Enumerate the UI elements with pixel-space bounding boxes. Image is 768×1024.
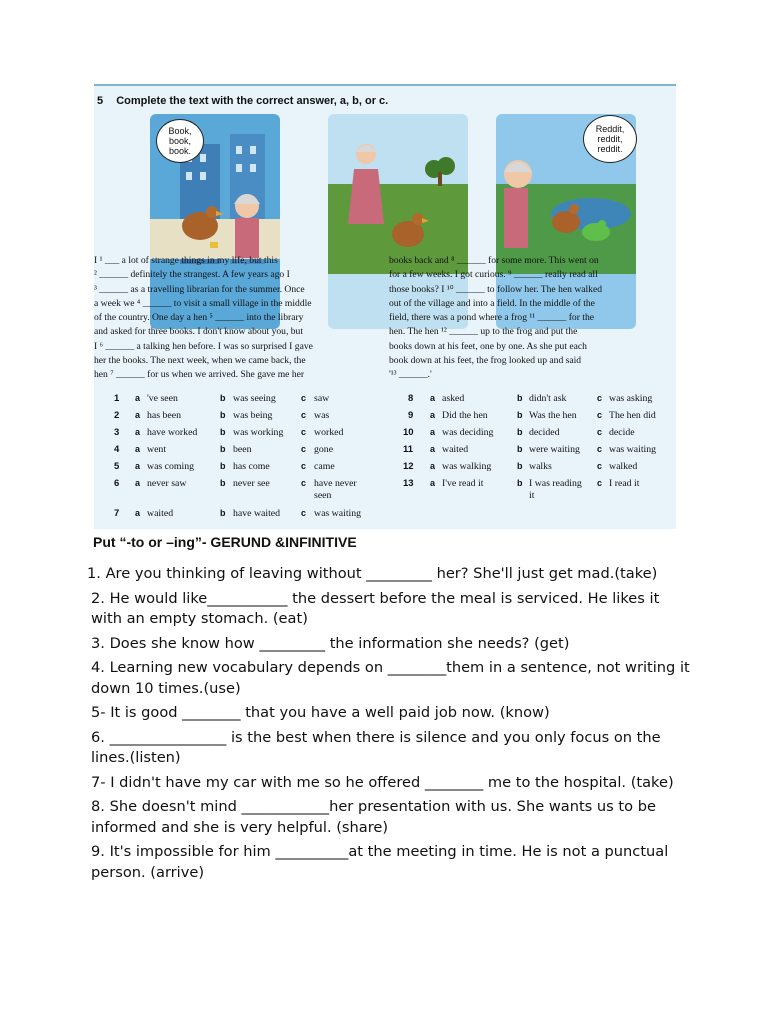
story-line: of the country. One day a hen ⁵ ______ into the library — [94, 312, 304, 324]
option-letter: a — [135, 461, 141, 471]
story-text-left — [94, 254, 374, 383]
option-b: never see — [233, 478, 270, 489]
option-a: has been — [147, 410, 182, 421]
story-line: book down at his feet, the frog looked up and said — [389, 355, 582, 367]
option-letter: b — [220, 461, 226, 471]
option-number: 1 — [114, 393, 120, 404]
option-number: 4 — [114, 444, 120, 455]
story-line: I ¹ ___ a lot of strange things in my life, but this — [94, 255, 278, 266]
task-title: Put “-to or –ing”- GERUND &INFINITIVE — [93, 534, 357, 550]
option-number: 8 — [408, 393, 414, 404]
option-row — [94, 393, 384, 410]
option-row — [94, 444, 384, 461]
option-b: decided — [529, 427, 560, 438]
option-a: was deciding — [442, 427, 494, 438]
option-letter: b — [220, 444, 226, 454]
option-c: walked — [609, 461, 638, 472]
option-letter: c — [597, 393, 603, 403]
option-letter: a — [430, 478, 436, 488]
option-letter: a — [135, 427, 141, 437]
option-letter: c — [597, 478, 603, 488]
option-letter: c — [301, 410, 307, 420]
story-text-right — [389, 254, 659, 383]
option-a: was coming — [147, 461, 195, 472]
option-row — [390, 478, 676, 508]
option-letter: b — [220, 508, 226, 518]
option-a: waited — [147, 508, 174, 519]
option-b: been — [233, 444, 252, 455]
option-b: I was reading it — [529, 478, 582, 501]
option-row — [390, 393, 676, 410]
story-line: her the books. The next week, when we came back, the — [94, 355, 306, 367]
option-row — [390, 444, 676, 461]
option-letter: b — [517, 478, 523, 488]
option-letter: b — [220, 410, 226, 420]
story-line: and asked for three books. I don't know about you, but — [94, 326, 304, 338]
task-item: 5- It is good ________ that you have a well paid job now. (know) — [91, 704, 550, 721]
option-letter: b — [220, 427, 226, 437]
option-number: 9 — [408, 410, 414, 421]
option-a: went — [147, 444, 167, 455]
option-letter: b — [517, 393, 523, 403]
option-b: didn't ask — [529, 393, 567, 404]
textbook-exercise-panel — [94, 84, 676, 529]
option-letter: b — [220, 478, 226, 488]
story-line: a week we ⁴ ______ to visit a small village in the middle — [94, 297, 312, 309]
option-number: 5 — [114, 461, 120, 472]
option-c: The hen did — [609, 410, 656, 421]
option-letter: c — [597, 444, 603, 454]
option-c: I read it — [609, 478, 640, 489]
option-c: have never seen — [314, 478, 357, 501]
answer-options-left — [94, 393, 384, 525]
option-b: have waited — [233, 508, 281, 519]
story-line: field, there was a pond where a frog ¹¹ ______ for the — [389, 312, 595, 324]
task-item: 9. It's impossible for him __________at the meeting in time. He is not a punctual person. (arrive) — [91, 843, 669, 881]
option-a: 've seen — [147, 393, 178, 404]
option-letter: a — [135, 410, 141, 420]
task-item: 3. Does she know how _________ the information she needs? (get) — [91, 634, 570, 652]
story-line: books down at his feet, one by one. As she put each — [389, 340, 587, 352]
option-b: has come — [233, 461, 270, 472]
option-b: was seeing — [233, 393, 276, 404]
option-letter: a — [135, 393, 141, 403]
task-item: 4. Learning new vocabulary depends on ________them in a sentence, not writing it down 10 times.(use) — [91, 659, 690, 697]
speech-bubble-book: Book, book, book. — [156, 119, 204, 163]
option-letter: c — [301, 393, 307, 403]
task-item: 2. He would like___________ the dessert before the meal is serviced. He likes it with an empty stomach. (eat) — [91, 589, 660, 627]
option-number: 3 — [114, 427, 120, 438]
option-c: was — [314, 410, 330, 421]
option-c: gone — [314, 444, 334, 455]
task-items — [87, 564, 691, 887]
option-a: I've read it — [442, 478, 484, 489]
option-number: 13 — [403, 478, 414, 489]
story-line: hen ⁷ ______ for us when we arrived. She gave me her — [94, 369, 305, 381]
option-letter: a — [135, 508, 141, 518]
option-a: Did the hen — [442, 410, 488, 421]
option-a: never saw — [147, 478, 187, 489]
option-letter: a — [430, 427, 436, 437]
option-letter: c — [597, 461, 603, 471]
option-row — [390, 410, 676, 427]
option-letter: a — [430, 461, 436, 471]
option-c: decide — [609, 427, 635, 438]
option-row — [390, 461, 676, 478]
option-letter: a — [430, 410, 436, 420]
task-item: 8. She doesn't mind ____________her presentation with us. She wants us to be informed and she is very helpful. (share) — [91, 798, 656, 836]
story-line: I ⁶ ______ a talking hen before. I was so surprised I gave — [94, 340, 313, 352]
option-letter: b — [517, 427, 523, 437]
option-c: worked — [314, 427, 344, 438]
task-item: 1. Are you thinking of leaving without _________ her? She'll just get mad.(take) — [87, 565, 658, 582]
option-row — [94, 461, 384, 478]
option-b: Was the hen — [529, 410, 577, 421]
exercise-heading — [97, 95, 388, 107]
option-letter: c — [597, 410, 603, 420]
story-line: out of the village and into a field. In the middle of the — [389, 297, 595, 309]
option-b: walks — [529, 461, 552, 472]
option-number: 6 — [114, 478, 120, 489]
option-row — [94, 410, 384, 427]
option-number: 10 — [403, 427, 414, 438]
option-c: was asking — [609, 393, 653, 404]
option-letter: a — [135, 478, 141, 488]
story-line: books back and ⁸ ______ for some more. This went on — [389, 255, 599, 266]
option-letter: a — [430, 444, 436, 454]
story-line: ² ______ definitely the strangest. A few years ago I — [94, 269, 290, 281]
option-row — [94, 427, 384, 444]
option-a: have worked — [147, 427, 198, 438]
panel-top-rule — [94, 84, 676, 86]
option-letter: b — [220, 393, 226, 403]
exercise-number: 5 — [97, 95, 104, 107]
option-letter: c — [301, 427, 307, 437]
option-row — [390, 427, 676, 444]
option-a: waited — [442, 444, 469, 455]
story-line: those books? I ¹⁰ ______ to follow her. The hen walked — [389, 283, 603, 295]
option-b: was being — [233, 410, 273, 421]
option-letter: a — [430, 393, 436, 403]
option-letter: c — [301, 478, 307, 488]
exercise-instruction: Complete the text with the correct answer, a, b, or c. — [116, 95, 389, 107]
option-letter: c — [301, 461, 307, 471]
option-letter: b — [517, 461, 523, 471]
option-letter: a — [135, 444, 141, 454]
option-a: was walking — [442, 461, 492, 472]
option-letter: c — [301, 444, 307, 454]
option-number: 11 — [403, 444, 414, 455]
option-row — [94, 508, 384, 525]
task-item: 6. ________________ is the best when there is silence and you only focus on the lines.(listen) — [91, 728, 661, 766]
story-line: hen. The hen ¹² ______ up to the frog and put the — [389, 326, 578, 338]
option-c: was waiting — [314, 508, 362, 519]
option-letter: c — [597, 427, 603, 437]
option-c: saw — [314, 393, 330, 404]
story-line: for a few weeks. I got curious. ⁹ ______ really read all — [389, 269, 598, 281]
option-number: 7 — [114, 508, 120, 519]
option-b: were waiting — [529, 444, 580, 455]
option-c: was waiting — [609, 444, 657, 455]
option-letter: b — [517, 410, 523, 420]
option-letter: c — [301, 508, 307, 518]
speech-bubble-reddit: Reddit, reddit, reddit. — [583, 115, 637, 163]
option-b: was working — [233, 427, 284, 438]
story-line: ³ ______ as a travelling librarian for the summer. Once — [94, 283, 305, 295]
option-c: came — [314, 461, 335, 472]
answer-options-right — [390, 393, 676, 508]
task-item: 7- I didn't have my car with me so he offered ________ me to the hospital. (take) — [91, 773, 674, 791]
option-number: 2 — [114, 410, 120, 421]
option-number: 12 — [403, 461, 414, 472]
story-line: '¹³ ______.' — [389, 369, 432, 381]
option-a: asked — [442, 393, 465, 404]
option-letter: b — [517, 444, 523, 454]
option-row — [94, 478, 384, 508]
